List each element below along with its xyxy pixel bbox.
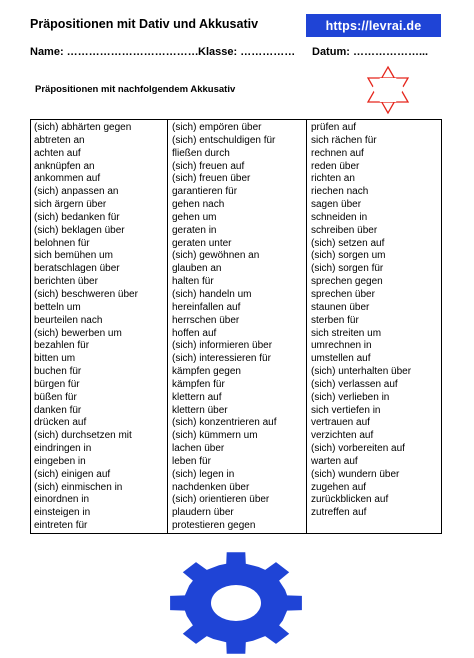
list-item: (sich) bewerben um bbox=[34, 327, 122, 339]
list-item: klettern über bbox=[172, 404, 228, 416]
list-item: vertrauen auf bbox=[311, 417, 370, 429]
list-item: verzichten auf bbox=[311, 430, 374, 442]
list-item: protestieren gegen bbox=[172, 520, 256, 532]
list-item: danken für bbox=[34, 404, 82, 416]
list-item: gehen um bbox=[172, 211, 217, 223]
list-item: lachen über bbox=[172, 443, 225, 455]
list-item: kämpfen für bbox=[172, 378, 225, 390]
list-item: beurteilen nach bbox=[34, 314, 103, 326]
table-column-3 bbox=[307, 120, 441, 533]
list-item: (sich) einigen auf bbox=[34, 468, 111, 480]
list-item: rechnen auf bbox=[311, 147, 364, 159]
list-item: (sich) empören über bbox=[172, 122, 262, 133]
list-item: sich streiten um bbox=[311, 327, 382, 339]
list-item: warten auf bbox=[311, 455, 358, 467]
list-item: gehen nach bbox=[172, 199, 225, 211]
list-item: (sich) setzen auf bbox=[311, 237, 385, 249]
list-item: kämpfen gegen bbox=[172, 366, 241, 378]
list-item: eingeben in bbox=[34, 455, 86, 467]
list-item: glauben an bbox=[172, 263, 222, 275]
list-item: (sich) freuen über bbox=[172, 173, 251, 185]
list-item: (sich) einmischen in bbox=[34, 481, 123, 493]
name-field[interactable]: Name: ……………………………… bbox=[30, 46, 199, 58]
list-item: anknüpfen an bbox=[34, 160, 95, 172]
list-item: (sich) unterhalten über bbox=[311, 366, 412, 378]
klasse-field[interactable]: Klasse: …………… bbox=[198, 46, 296, 58]
list-item: schreiben über bbox=[311, 224, 378, 236]
list-item: (sich) legen in bbox=[172, 468, 235, 480]
list-item: (sich) anpassen an bbox=[34, 186, 119, 198]
list-item: reden über bbox=[311, 160, 360, 172]
preposition-table bbox=[30, 119, 442, 534]
page-title: Präpositionen mit Dativ und Akkusativ bbox=[30, 17, 259, 31]
list-item: (sich) konzentrieren auf bbox=[172, 417, 277, 429]
list-item: garantieren für bbox=[172, 186, 238, 198]
list-item: betteln um bbox=[34, 301, 81, 313]
list-item: umstellen auf bbox=[311, 353, 371, 365]
list-item: buchen für bbox=[34, 366, 82, 378]
list-item: herrschen über bbox=[172, 314, 240, 326]
list-item: (sich) verlieben in bbox=[311, 391, 390, 403]
list-item: (sich) durchsetzen mit bbox=[34, 430, 132, 442]
list-item: büßen für bbox=[34, 391, 77, 403]
list-item: halten für bbox=[172, 276, 214, 288]
list-item: (sich) sorgen um bbox=[311, 250, 386, 262]
list-item: (sich) vorbereiten auf bbox=[311, 443, 405, 455]
list-item: (sich) interessieren für bbox=[172, 353, 271, 365]
list-item: beratschlagen über bbox=[34, 263, 120, 275]
list-item: geraten in bbox=[172, 224, 217, 236]
list-item: hereinfallen auf bbox=[172, 301, 241, 313]
list-item: belohnen für bbox=[34, 237, 90, 249]
section-subtitle: Präpositionen mit nachfolgendem Akkusativ bbox=[35, 84, 236, 95]
list-item: (sich) verlassen auf bbox=[311, 378, 398, 390]
list-item: sprechen gegen bbox=[311, 276, 383, 288]
list-item: plaudern über bbox=[172, 507, 234, 519]
list-item: leben für bbox=[172, 455, 211, 467]
list-item: sich bemühen um bbox=[34, 250, 113, 262]
list-item: zutreffen auf bbox=[311, 507, 367, 519]
list-item: (sich) bedanken für bbox=[34, 211, 120, 223]
list-item: riechen nach bbox=[311, 186, 369, 198]
list-item: (sich) freuen auf bbox=[172, 160, 245, 172]
list-item: (sich) beklagen über bbox=[34, 224, 125, 236]
list-item: ankommen auf bbox=[34, 173, 101, 185]
table-column-1 bbox=[31, 120, 168, 533]
list-item: staunen über bbox=[311, 301, 370, 313]
list-item: sterben für bbox=[311, 314, 359, 326]
list-item: schneiden in bbox=[311, 211, 368, 223]
list-item: (sich) informieren über bbox=[172, 340, 273, 352]
list-item: sich rächen für bbox=[311, 134, 377, 146]
list-item: einordnen in bbox=[34, 494, 90, 506]
list-item: richten an bbox=[311, 173, 355, 185]
list-item: sich ärgern über bbox=[34, 199, 107, 211]
list-item: (sich) gewöhnen an bbox=[172, 250, 260, 262]
list-item: (sich) abhärten gegen bbox=[34, 122, 132, 133]
list-item: bürgen für bbox=[34, 378, 80, 390]
list-item: einsteigen in bbox=[34, 507, 91, 519]
list-item: drücken auf bbox=[34, 417, 87, 429]
star-icon bbox=[362, 65, 414, 115]
list-item: (sich) sorgen für bbox=[311, 263, 384, 275]
list-item: prüfen auf bbox=[311, 122, 357, 133]
list-item: bitten um bbox=[34, 353, 76, 365]
list-item: (sich) handeln um bbox=[172, 288, 252, 300]
list-item: zugehen auf bbox=[311, 481, 367, 493]
list-item: (sich) kümmern um bbox=[172, 430, 258, 442]
list-item: achten auf bbox=[34, 147, 81, 159]
list-item: zurückblicken auf bbox=[311, 494, 389, 506]
list-item: sagen über bbox=[311, 199, 362, 211]
list-item: hoffen auf bbox=[172, 327, 217, 339]
list-item: berichten über bbox=[34, 276, 98, 288]
list-item: (sich) wundern über bbox=[311, 468, 400, 480]
list-item: bezahlen für bbox=[34, 340, 90, 352]
list-item: umrechnen in bbox=[311, 340, 372, 352]
list-item: geraten unter bbox=[172, 237, 232, 249]
list-item: eindringen in bbox=[34, 443, 92, 455]
list-item: sprechen über bbox=[311, 288, 375, 300]
table-column-2 bbox=[168, 120, 307, 533]
list-item: fließen durch bbox=[172, 147, 230, 159]
list-item: (sich) entschuldigen für bbox=[172, 134, 276, 146]
datum-field[interactable]: Datum: ………………... bbox=[312, 46, 429, 58]
site-url-badge[interactable]: https://levrai.de bbox=[306, 14, 441, 37]
list-item: (sich) beschweren über bbox=[34, 288, 138, 300]
list-item: sich vertiefen in bbox=[311, 404, 381, 416]
list-item: (sich) orientieren über bbox=[172, 494, 270, 506]
gear-icon bbox=[169, 551, 303, 655]
list-item: nachdenken über bbox=[172, 481, 250, 493]
list-item: klettern auf bbox=[172, 391, 222, 403]
list-item: eintreten für bbox=[34, 520, 88, 532]
list-item: abtreten an bbox=[34, 134, 85, 146]
